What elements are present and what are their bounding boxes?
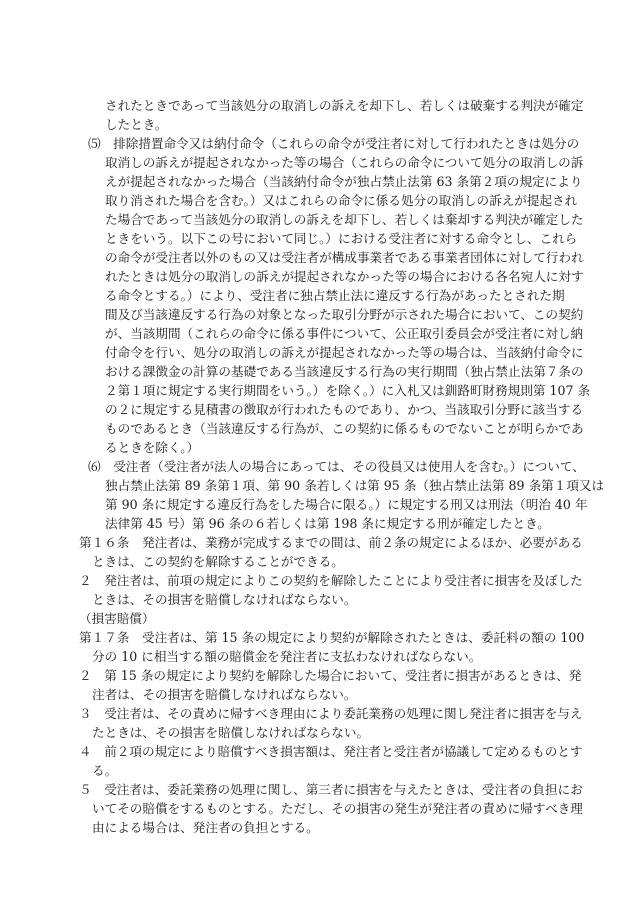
- text-line: ものであるとき（当該違反する行為が、この契約に係るものでないことが明らかであ: [105, 421, 584, 436]
- text-line: た場合であって当該処分の取消しの訴えを却下し、若しくは棄却する判決が確定した: [105, 212, 584, 227]
- text-line: 法律第 45 号）第 96 条の６若しくは第 198 条に規定する刑が確定したとき。: [105, 516, 550, 531]
- text-line: の２に規定する見積書の徴取が行われたものであり、かつ、当該取引分野に該当する: [105, 402, 584, 417]
- text-line: る。: [92, 763, 118, 778]
- text-line: 第１７条 受注者は、第 15 条の規定により契約が解除されたときは、委託料の額の 100: [79, 630, 585, 645]
- text-line: の命令が受注者以外のもの又は受注者が構成事業者である事業者団体に対して行われ: [105, 250, 584, 265]
- text-line: ２第１項に規定する実行期間をいう。）を除く。）に入札又は釧路町財務規則第 107 条: [105, 383, 591, 398]
- text-line: 独占禁止法第 89 条第１項、第 90 条若しくは第 95 条（独占禁止法第 89 条第１項又は: [105, 478, 605, 493]
- text-line: 第１６条 発注者は、業務が完成するまでの間は、前２条の規定によるほか、必要がある: [79, 535, 583, 550]
- text-line: が、当該期間（これらの命令に係る事件について、公正取引委員会が受注者に対し納: [105, 326, 584, 341]
- text-line: 分の 10 に相当する額の賠償金を発注者に支払わなければならない。: [92, 649, 482, 664]
- text-line: れたときは処分の取消しの訴えが提起されなかった等の場合における各名宛人に対す: [105, 269, 584, 284]
- text-line: ４ 前２項の規定により賠償すべき損害額は、発注者と受注者が協議して定めるものとす: [79, 744, 583, 759]
- text-line: たときは、その損害を賠償しなければならない。: [92, 725, 370, 740]
- text-line: ２ 第 15 条の規定により契約を解除した場合において、受注者に損害があるときは、発: [79, 668, 582, 683]
- text-line: ３ 受注者は、その責めに帰すべき理由により委託業務の処理に関し発注者に損害を与え: [79, 706, 583, 721]
- text-line: 取消しの訴えが提起されなかった等の場合（これらの命令について処分の取消しの訴: [105, 155, 584, 170]
- text-line: ⑸ 排除措置命令又は納付命令（これらの命令が受注者に対して行われたときは処分の: [88, 136, 580, 151]
- text-line: したとき。: [105, 117, 168, 132]
- text-line: 注者は、その損害を賠償しなければならない。: [92, 687, 357, 702]
- text-line: 間及び当該違反する行為の対象となった取引分野が示された場合において、この契約: [105, 307, 584, 322]
- text-line: ５ 受注者は、委託業務の処理に関し、第三者に損害を与えたときは、受注者の負担にお: [79, 782, 583, 797]
- text-line: ときは、この契約を解除することができる。: [92, 554, 344, 569]
- text-line: ときをいう。以下この号において同じ。）における受注者に対する命令とし、これら: [105, 231, 578, 246]
- text-line: ２ 発注者は、前項の規定によりこの契約を解除したことにより受注者に損害を及ぼした: [79, 573, 583, 588]
- text-line: 取り消された場合を含む。）又はこれらの命令に係る処分の取消しの訴えが提起され: [105, 193, 578, 208]
- text-line: 由による場合は、発注者の負担とする。: [92, 820, 319, 835]
- section-heading: （損害賠償）: [79, 611, 155, 626]
- text-line: えが提起されなかった場合（当該納付命令が独占禁止法第 63 条第２項の規定により: [105, 174, 583, 189]
- text-line: 第 90 条に規定する違反行為をした場合に限る。）に規定する刑又は刑法（明治 40 年: [105, 497, 588, 512]
- text-line: ⑹ 受注者（受注者が法人の場合にあっては、その役員又は使用人を含む。）について、: [88, 459, 585, 474]
- text-line: おける課徴金の計算の基礎である当該違反する行為の実行期間（独占禁止法第７条の: [105, 364, 584, 379]
- text-line: 付命令を行い、処分の取消しの訴えが提起されなかった等の場合は、当該納付命令に: [105, 345, 584, 360]
- text-line: されたときであって当該処分の取消しの訴えを却下し、若しくは破棄する判決が確定: [105, 98, 584, 113]
- text-line: いてその賠償をするものとする。ただし、その損害の発生が発注者の責めに帰すべき理: [92, 801, 583, 816]
- text-line: る命令とする。）により、受注者に独占禁止法に違反する行為があったとされた期: [105, 288, 565, 303]
- text-line: るときを除く。）: [105, 440, 200, 455]
- text-line: ときは、その損害を賠償しなければならない。: [92, 592, 357, 607]
